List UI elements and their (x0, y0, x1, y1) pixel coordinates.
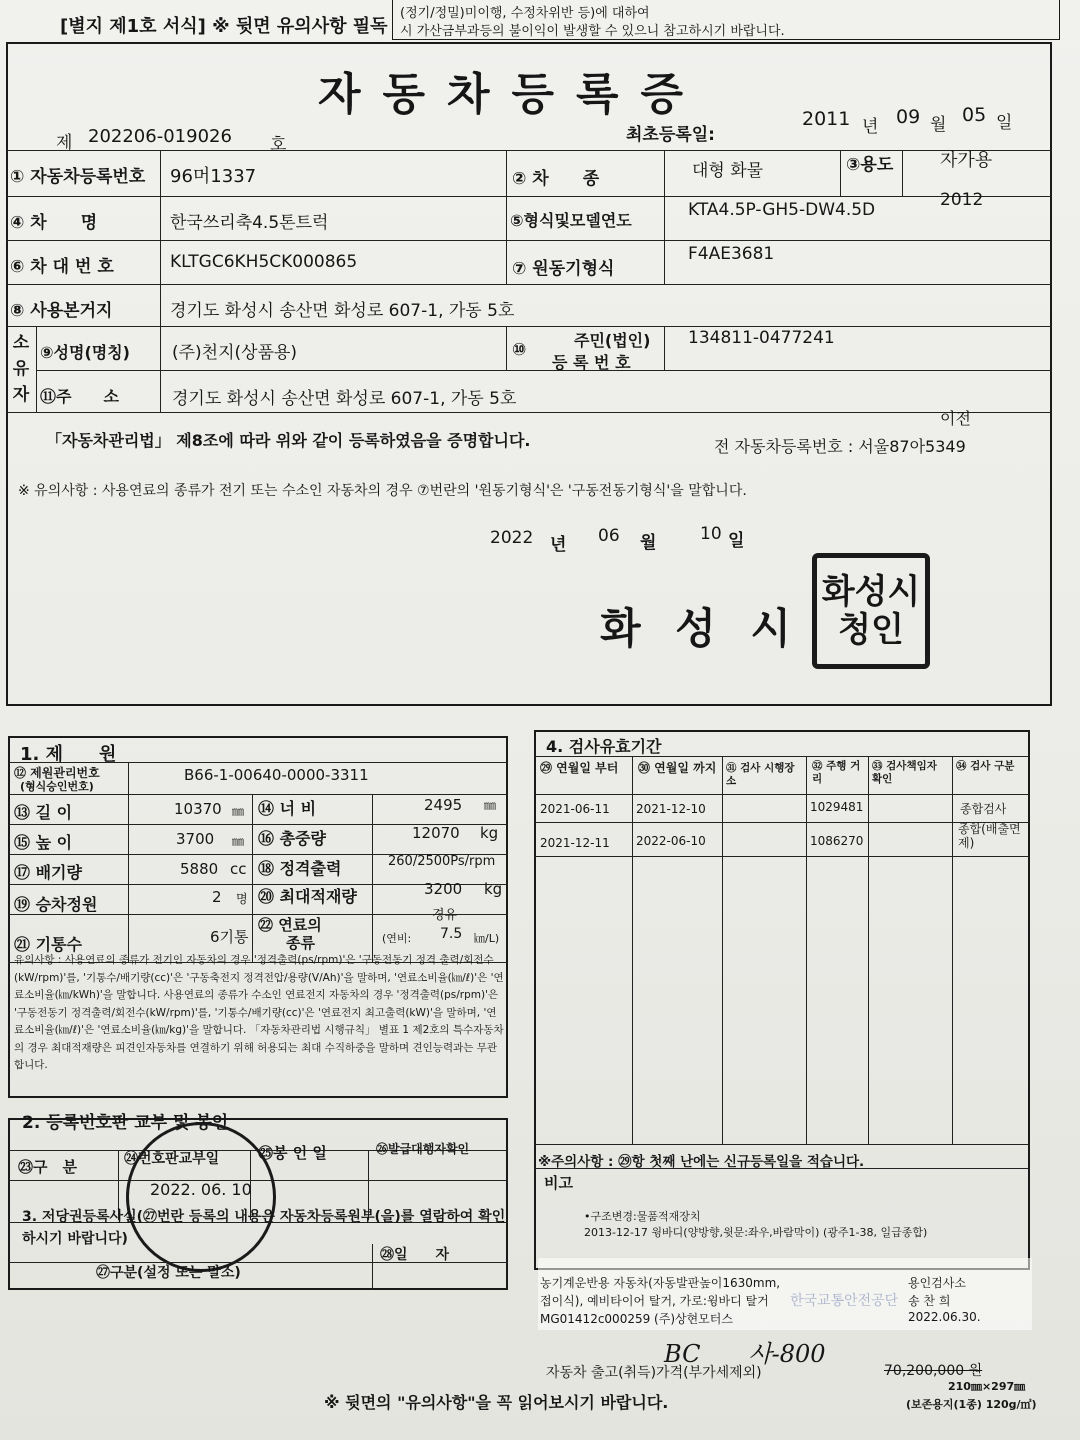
fuel-eff-value: 7.5 (440, 926, 463, 942)
car-type-value: 대형 화물 (692, 161, 764, 181)
max-load-value: 3200 (424, 880, 463, 898)
length-label: ⑬ 길 이 (14, 803, 73, 822)
first-reg-year: 2011 (802, 108, 851, 130)
mortgage-title: 3. 저당권등록사실(㉗번란 등록의 내용은 자동차등록원부(을)를 열람하여 확인하시기 바랍니다) (22, 1209, 506, 1247)
grid-line (6, 326, 1052, 327)
grid-line (372, 1244, 373, 1290)
insp-row2-kind: 종합(배출면제) (958, 822, 1021, 850)
cylinders-label: ㉑ 기통수 (14, 935, 82, 954)
specs-notes: 유의사항 : 사용연료의 종류가 전기인 자동차의 경우 '정격출력(ps/rpm)'은 '구동전동기 정격 출력/회전수(kW/rpm)'를, '기통수/배기량(cc)'은 '구동축전지 정격전압/용량(V/Ah)'을 말하며, '연료소비율(㎞/ℓ)'은 '연료소비율(㎞/kWh)'을 말합니다. 사용연료의 종류가 수소인 연료전지 자동차의 경우 '정격출력(ps/rpm)'은 '구동전동기 정격출력/회전수(kW/rpm)'를, '기통수/배기량(cc)'은 '연료전지 최고출력(kW)'을 말하며, '연료소비율(㎞/ℓ)'은 '연료소비율(㎞/kg)'을 말합니다. 「자동차관리법 시행규칙」 별표 1 제2호의 특수자동차의 경우 최대적재량은 피견인자동차를 연결하기 위해 허용되는 최대 수직하중을 말하며 견인능력과는 무관합니다. (14, 954, 504, 1071)
height-value: 3700 (176, 830, 215, 848)
top-notice-line2: 시 가산금부과등의 불이익이 발생할 수 있으니 참고하시기 바랍니다. (400, 24, 785, 39)
gross-weight-label: ⑯ 총중량 (258, 829, 326, 848)
fuel-label-2: 종류 (286, 934, 315, 952)
insp-row1-kind: 종합검사 (960, 802, 1007, 816)
seats-unit: 명 (236, 892, 248, 906)
insp-header-kind: ㉞ 검사 구분 (956, 760, 1015, 772)
remarks-inspector: 송 찬 희 (908, 1294, 951, 1308)
first-reg-month: 09 (896, 106, 921, 128)
stamp-date: 2022. 06. 10 (150, 1180, 252, 1199)
grid-line (506, 150, 507, 284)
insp-row1-to: 2021-12-10 (636, 802, 706, 816)
vin-value: KLTGC6KH5CK000865 (170, 252, 358, 272)
displacement-unit: cc (230, 860, 247, 878)
doc-no-suffix: 호 (270, 135, 287, 155)
insp-header-from: ㉙ 연월일 부터 (540, 761, 619, 775)
fuel-label-1: ㉒ 연료의 (258, 916, 322, 934)
mgmt-no-value: B66-1-00640-0000-3311 (184, 766, 369, 784)
fuel-eff-unit: ㎞/L) (474, 932, 500, 945)
insp-header-place: ㉛ 검사 시행장소 (726, 762, 795, 787)
plates-col-seal-date: ㉕봉 인 일 (258, 1144, 327, 1162)
remarks-agency: 한국교통안전공단 (790, 1293, 899, 1309)
footer-notice: ※ 뒷면의 "유의사항"을 꼭 읽어보시기 바랍니다. (324, 1393, 669, 1412)
model-value: KTA4.5P-GH5-DW4.5D (688, 200, 876, 220)
grid-line (8, 762, 508, 763)
engine-value: F4AE3681 (688, 244, 775, 264)
grid-line (632, 756, 633, 1144)
certify-note: ※ 유의사항 : 사용연료의 종류가 전기 또는 수소인 자동차의 경우 ⑦번란의 '원동기형식'은 '구동전동기형식'을 말합니다. (18, 483, 747, 499)
grid-line (534, 1144, 1030, 1145)
remarks-line3: 농기계운반용 자동차(자동발판높이1630mm, (540, 1276, 781, 1290)
grid-line (952, 756, 953, 1144)
issue-year: 2022 (490, 528, 534, 548)
model-year-label: ⑤형식및모델연도 (510, 211, 632, 230)
insp-row2-mileage: 1086270 (810, 834, 864, 848)
grid-line (372, 794, 373, 962)
fuel-value: 경유 (432, 908, 458, 923)
remarks-line2: 2013-12-17 윙바디(양방향,윗문:좌우,바람막이) (광주1-38, 일급종합) (584, 1226, 928, 1239)
remarks-title: 비고 (544, 1174, 573, 1192)
reg-no-value: 96머1337 (170, 166, 257, 187)
remarks-sale-price: 70,200,000 원 (884, 1363, 983, 1379)
insp-header-mileage: ㉜ 주행 거리 (812, 760, 861, 785)
remarks-line5: MG01412c000259 (주)상현모터스 (540, 1312, 733, 1326)
base-value: 경기도 화성시 송산면 화성로 607-1, 가동 5호 (170, 301, 515, 321)
certify-statement: 「자동차관리법」 제8조에 따라 위와 같이 등록하였음을 증명합니다. (46, 431, 531, 450)
engine-label: ⑦ 원동기형식 (512, 259, 615, 279)
cylinders-value: 6기통 (210, 928, 249, 946)
grid-line (6, 284, 1052, 285)
insp-row1-mileage: 1029481 (810, 800, 864, 814)
grid-line (128, 762, 129, 962)
top-notice-line1: (정기/정밀)미이행, 수정차위반 등)에 대하여 (400, 6, 650, 21)
grid-line (6, 150, 1052, 151)
grid-line (840, 150, 841, 196)
inspection-title: 4. 검사유효기간 (546, 737, 662, 756)
grid-line (534, 822, 1030, 823)
max-load-unit: kg (484, 880, 503, 898)
reg-no-label: ① 자동차등록번호 (10, 167, 146, 187)
grid-line (506, 326, 507, 370)
insp-row2-to: 2022-06-10 (636, 834, 706, 848)
owner-name-label: ⑨성명(명칭) (40, 343, 130, 362)
grid-line (6, 196, 1052, 197)
remarks-handwritten: BC 사-800 (664, 1340, 826, 1368)
car-name-label: ④ 차 명 (10, 213, 98, 233)
grid-line (534, 794, 1030, 795)
remarks-sale-line: 자동차 출고(취득)가격(부가세제외) (546, 1365, 762, 1381)
document-title: 자동차등록증 (318, 69, 706, 120)
displacement-label: ⑰ 배기량 (14, 863, 82, 882)
owner-id-value: 134811-0477241 (688, 328, 835, 348)
grid-line (6, 240, 1052, 241)
car-type-label: ② 차 종 (512, 169, 600, 189)
owner-side-label: 소유자 (12, 333, 30, 405)
first-reg-month-unit: 월 (930, 115, 947, 135)
rated-output-label: ⑱ 정격출력 (258, 859, 342, 878)
grid-line (160, 150, 161, 412)
grid-line (664, 150, 665, 284)
first-reg-day: 05 (962, 104, 987, 126)
transfer-label: 이전 (940, 409, 971, 428)
first-reg-day-unit: 일 (996, 113, 1013, 133)
gross-weight-value: 12070 (412, 824, 460, 842)
doc-no-prefix: 제 (56, 133, 73, 153)
insp-row2-from: 2021-12-11 (540, 836, 610, 850)
plates-title: 2. 등록번호판 교부 및 봉인 (22, 1113, 229, 1133)
insp-row1-from: 2021-06-11 (540, 802, 610, 816)
remarks-line1: •구조변경:물품적재장치 (584, 1210, 701, 1223)
first-reg-label: 최초등록일: (626, 125, 715, 145)
inspection-note: ※주의사항 : ㉙항 첫째 난에는 신규등록일을 적습니다. (538, 1154, 865, 1170)
height-label: ⑮ 높 이 (14, 833, 73, 852)
seats-label: ⑲ 승차정원 (14, 895, 98, 914)
displacement-value: 5880 (180, 860, 219, 878)
footer-paper: (보존용지(1종) 120g/㎡) (906, 1398, 1037, 1411)
model-year-value: 2012 (940, 190, 984, 210)
insp-header-inspector: ㉝ 검사책임자 확인 (872, 760, 937, 785)
remarks-line4: 접이식), 예비타이어 탈거, 가로:윙바디 탈거 (540, 1294, 769, 1308)
remarks-authority: 용인검사소 (908, 1276, 966, 1290)
mortgage-col-kind: ㉗구분(설정 또는 말소) (96, 1265, 241, 1281)
width-label: ⑭ 너 비 (258, 799, 317, 818)
length-value: 10370 (174, 800, 222, 818)
use-label: ③용도 (846, 155, 894, 175)
official-seal: 화성시청인 (812, 553, 930, 669)
issue-day-unit: 일 (728, 531, 745, 551)
width-value: 2495 (424, 796, 463, 814)
mgmt-no-label-2: (형식승인번호) (20, 780, 94, 793)
issue-month-unit: 월 (640, 533, 657, 553)
grid-line (534, 756, 1030, 757)
doc-no: 202206-019026 (88, 126, 232, 147)
owner-addr-label: ⑪주 소 (40, 387, 119, 406)
grid-line (868, 756, 869, 1144)
car-name-value: 한국쓰리축4.5톤트럭 (170, 213, 329, 233)
first-reg-year-unit: 년 (862, 117, 879, 137)
footer-size: 210㎜×297㎜ (948, 1380, 1026, 1393)
remarks-date: 2022.06.30. (908, 1310, 981, 1324)
grid-line (664, 326, 665, 370)
specs-title: 1. 제 원 (20, 744, 117, 765)
mortgage-col-date: ㉘일 자 (380, 1247, 450, 1263)
fuel-eff-label: (연비: (382, 932, 412, 945)
grid-line (806, 756, 807, 1144)
grid-line (534, 856, 1030, 857)
insp-header-to: ㉚ 연월일 까지 (638, 761, 717, 775)
plates-col-issue-date: ㉔번호판교부일 (124, 1151, 220, 1167)
plates-col-agent: ㉖발급대행자확인 (376, 1142, 470, 1156)
grid-line (36, 370, 1052, 371)
base-label: ⑧ 사용본거지 (10, 301, 113, 321)
owner-id-label-1: 주민(법인) (574, 331, 651, 350)
mgmt-no-label-1: ⑫ 제원관리번호 (14, 766, 100, 780)
grid-line (8, 794, 508, 795)
grid-line (722, 756, 723, 1144)
issuer-name: 화 성 시 (600, 604, 801, 653)
grid-line (902, 150, 903, 196)
plates-col-kind: ㉓구 분 (18, 1158, 77, 1176)
grid-line (6, 412, 1052, 413)
gross-weight-unit: kg (480, 824, 499, 842)
max-load-label: ⑳ 최대적재량 (258, 887, 357, 906)
issue-day: 10 (700, 524, 722, 544)
prev-reg-no: 전 자동차등록번호 : 서울87아5349 (714, 437, 966, 456)
vin-label: ⑥ 차 대 번 호 (10, 257, 114, 277)
issue-month: 06 (598, 526, 620, 546)
owner-id-num: ⑩ (512, 340, 527, 360)
use-value: 자가용 (940, 150, 993, 171)
owner-name-value: (주)천지(상품용) (172, 343, 298, 363)
seats-value: 2 (212, 888, 222, 906)
form-label: [별지 제1호 서식] ※ 뒷면 유의사항 필독 (60, 16, 388, 37)
owner-id-label-2: 등 록 번 호 (552, 353, 631, 372)
height-unit: ㎜ (232, 834, 245, 848)
length-unit: ㎜ (232, 804, 245, 818)
grid-line (36, 326, 37, 412)
rated-output-value: 260/2500Ps/rpm (388, 854, 496, 869)
owner-addr-value: 경기도 화성시 송산면 화성로 607-1, 가동 5호 (172, 389, 517, 409)
grid-line (252, 794, 253, 962)
width-unit: ㎜ (484, 798, 497, 812)
issue-year-unit: 년 (550, 535, 567, 555)
